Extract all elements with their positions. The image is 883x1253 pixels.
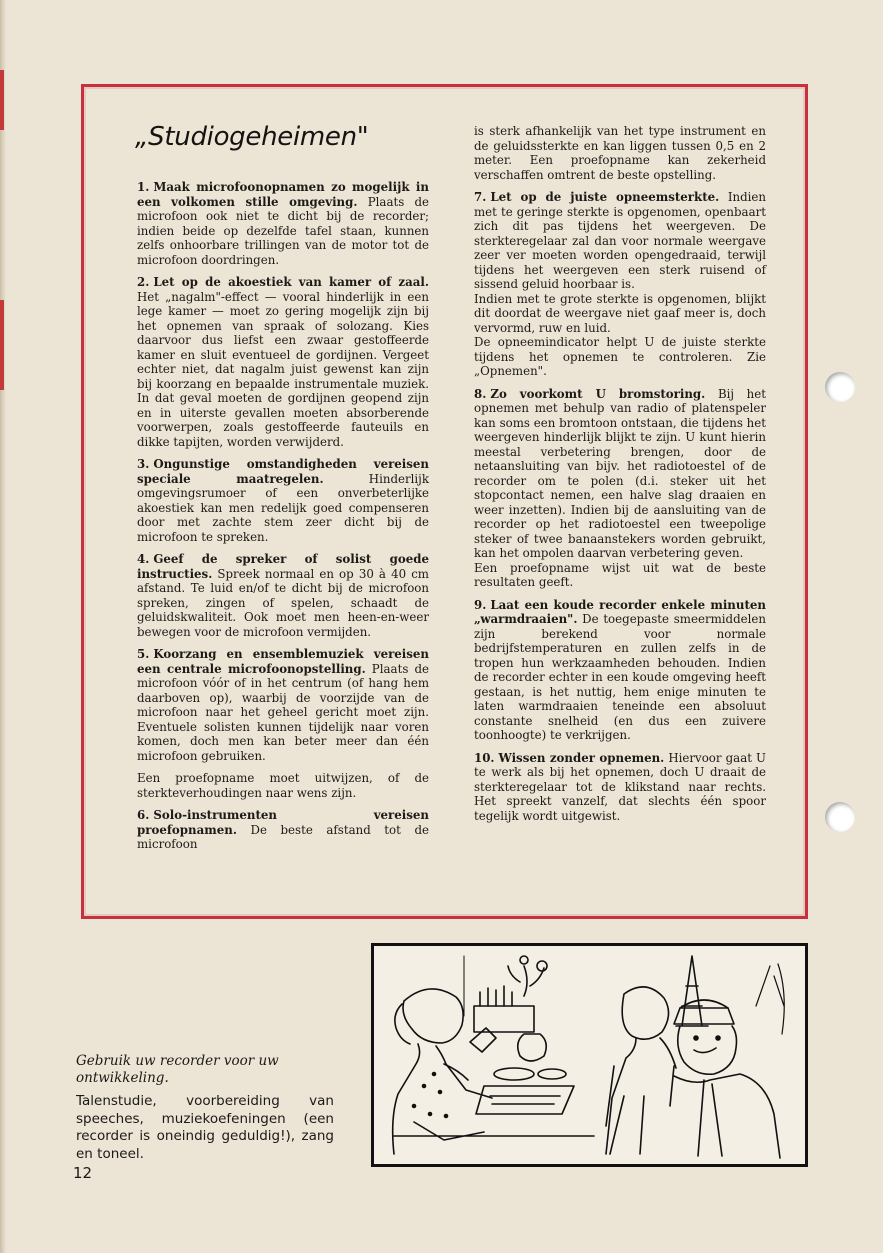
item-heading: Ongunstige omstandigheden vereisen speciale maatregelen. [137, 457, 429, 486]
item-number: 3. [137, 457, 150, 471]
couple-eiffel-drawing [606, 956, 784, 1158]
item-heading: Laat een koude recorder enkele minuten „warmdraaien". [474, 597, 766, 626]
paragraph [474, 190, 766, 292]
item-number: 1. [137, 180, 150, 194]
item-text: Een proefopname wijst uit wat de beste resultaten geeft. [474, 560, 766, 589]
caption-title: Gebruik uw recorder voor uw ontwikkeling. [76, 1053, 279, 1086]
binding-red-mark [0, 70, 4, 130]
item-heading: Solo-instrumenten vereisen proefopnamen. [137, 808, 429, 837]
paragraph [137, 457, 429, 544]
punch-hole [825, 372, 855, 402]
item-text: Plaats de microfoon ook niet te dicht bij de recorder; indien beide op dezelfde tafel staan, kunnen zelfs onhoorbare trillingen van de motor tot de microfoon doordringen. [137, 194, 430, 267]
item-text: Hinderlijk omgevingsrumoer of een onverbeterlijke akoestiek kan men redelijk goed compenseren door met zachte stem zeer dicht bij de microfoon te spreken. [137, 471, 429, 544]
punch-hole [825, 802, 855, 832]
item-text: Spreek normaal en op 30 à 40 cm afstand. Te luid en/of te dicht bij de microfoon spreken, zingen of spelen, schaadt de geluidskwaliteit. Ook moet men heen-en-weer bewegen voor de microfoon vermijden. [137, 566, 429, 639]
paragraph [474, 598, 766, 743]
item-text: Indien met te geringe sterkte is opgenomen, openbaart zich dit pas tijdens het weergeven. De sterkteregelaar zal dan voor normale weergave zeer ver moeten worden opengedraaid, terwijl tijdens het weergeven een sterk ruisend of sissend geluid hoorbaar is. [474, 190, 766, 291]
paragraph [137, 647, 429, 763]
item-text: De opneemindicator helpt U de juiste sterkte tijdens het opnemen te controleren. Zie „Opnemen". [474, 335, 766, 378]
item-number: 9. [474, 597, 487, 612]
paragraph [474, 751, 766, 824]
paragraph [474, 561, 766, 590]
paragraph [474, 124, 766, 182]
item-text: is sterk afhankelijk van het type instrument en de geluidssterkte en kan liggen tussen 0,5 en 2 meter. Een proefopname kan zekerheid verschaffen omtrent de beste opstelling. [474, 124, 766, 182]
caption-body: Talenstudie, voorbereiding van speeches, muziekoefeningen (een recorder is oneindig geduldig!), zang en toneel. [76, 1093, 334, 1162]
paragraph [137, 552, 429, 639]
item-text: Plaats de microfoon vóór of in het centrum (of hang hem daarboven op), waarbij de voorzijde van de microfoon naar het geheel gericht moet zijn. Eventuele solisten kunnen tijdelijk naar voren komen, doch men kan beter meer dan één microfoon gebruiken. [137, 661, 429, 763]
illustration-drawing [374, 946, 805, 1164]
item-number: 8. [474, 386, 487, 401]
item-text: De beste afstand tot de microfoon [137, 822, 429, 851]
right-column [474, 124, 766, 831]
woman-at-desk-drawing [393, 956, 594, 1154]
item-heading: Let op de akoestiek van kamer of zaal. [153, 275, 429, 289]
item-heading: Let op de juiste opneemsterkte. [490, 190, 720, 204]
item-heading: Geef de spreker of solist goede instructies. [137, 552, 429, 581]
paragraph [474, 292, 766, 336]
item-text: Hiervoor gaat U te werk als bij het opnemen, doch U draait de sterkteregelaar tot de klikstand naar rechts. Het spreekt vanzelf, dat slechts één spoor tegelijk wordt uitgewist. [474, 750, 766, 823]
page-title: „Studiogeheimen" [135, 122, 369, 152]
paragraph [137, 808, 429, 852]
item-text: Een proefopname moet uitwijzen, of de sterkteverhoudingen naar wens zijn. [137, 771, 429, 800]
item-number: 2. [137, 275, 150, 289]
page-edge [0, 0, 6, 1253]
item-text: Indien met te grote sterkte is opgenomen, blijkt dit doordat de weergave niet gaaf meer is, doch vervormd, ruw en luid. [474, 291, 766, 335]
illustration [371, 943, 808, 1167]
item-text: Het „nagalm"-effect — vooral hinderlijk in een lege kamer — moet zo gering mogelijk zijn bij het opnemen van spraak of solozang. Kies daarvoor dus liefst een zwaar gestoffeerde kamer en sluit eventueel de gordijnen. Vergeet echter niet, dat nagalm juist gewenst kan zijn bij koorzang en bepaalde instrumentale muziek. In dat geval moeten de gordijnen geopend zijn en in uiterste gevallen moeten absorberende voorwerpen, zoals gestoffeerde fauteuils en dikke tapijten, worden verwijderd. [137, 289, 429, 449]
item-number: 5. [137, 647, 150, 661]
item-text: De toegepaste smeermiddelen zijn berekend voor normale bedrijfstemperaturen en zullen zelfs in de tropen hun werkzaamheden behouden. Indien de recorder echter in een koude omgeving heeft gestaan, is het nuttig, hem enige minuten te laten warmdraaien teneinde een absoluut constante snelheid (en dus een zuivere toonhoogte) te verkrijgen. [474, 612, 766, 742]
paragraph [137, 180, 429, 267]
paragraph [137, 771, 429, 800]
left-column [137, 180, 429, 860]
item-number: 10. [474, 750, 495, 765]
item-heading: Koorzang en ensemblemuziek vereisen een centrale microfoonopstelling. [137, 647, 429, 676]
binding-red-mark [0, 300, 4, 390]
item-heading: Wissen zonder opnemen. [498, 750, 665, 765]
item-number: 6. [137, 808, 150, 822]
item-text: Bij het opnemen met behulp van radio of platenspeler kan soms een bromtoon ontstaan, die tijdens het weergeven hinderlijk blijkt te zijn. U kunt hierin meestal verbetering brengen, door de netaansluiting van bijv. het radiotoestel of de recorder om te polen (d.i. steker uit het stopcontact nemen, een halve slag draaien en weer inzetten). Indien bij de aansluiting van de recorder op het radiotoestel een tweepolige steker of twee banaanstekers worden gebruikt, kan het ompolen daarvan verbetering geven. [474, 386, 767, 560]
page-number: 12 [73, 1164, 93, 1182]
paragraph [137, 275, 429, 449]
item-heading: Zo voorkomt U bromstoring. [490, 386, 706, 401]
paragraph [474, 335, 766, 379]
paragraph [474, 387, 766, 561]
item-heading: Maak microfoonopnamen zo mogelijk in een volkomen stille omgeving. [137, 180, 429, 209]
item-number: 7. [474, 190, 487, 204]
item-number: 4. [137, 552, 150, 566]
